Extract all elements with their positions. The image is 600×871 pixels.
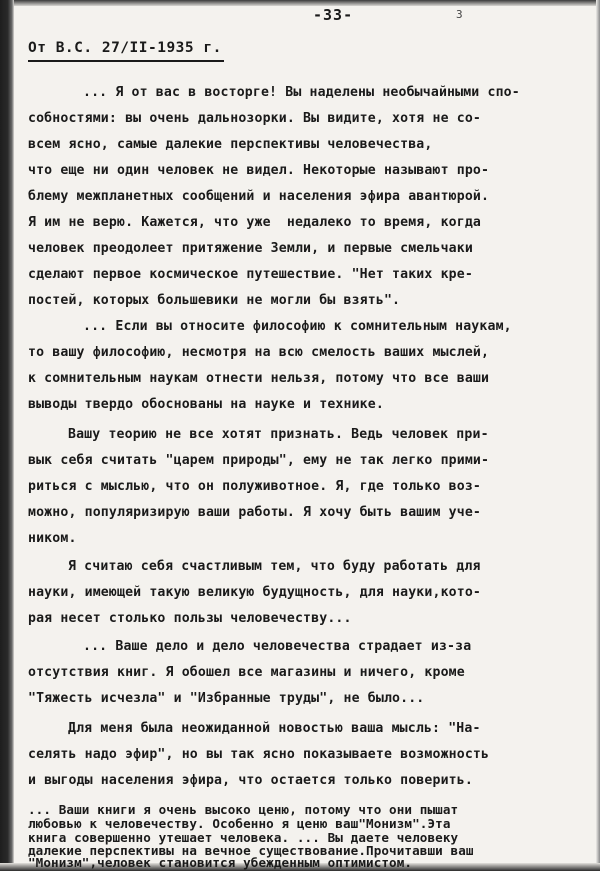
text-line: собностями: вы очень дальнозорки. Вы видите, хотя не со-: [28, 111, 482, 126]
text-line: человек преодолеет притяжение Земли, и первые смельчаки: [28, 241, 473, 256]
text-line: Вашу теорию не все хотят признать. Ведь человек при-: [68, 427, 489, 442]
text-line: вык себя считать "царем природы", ему не так легко прими-: [28, 453, 490, 468]
text-line: науки, имеющей такую великую будущность, для науки,кото-: [28, 585, 482, 600]
letter-header: От В.С. 27/II-1935 г.: [28, 40, 222, 56]
text-line: "Тяжесть исчезла" и "Избранные труды", не было...: [28, 691, 425, 706]
text-line: к сомнительным наукам отнести нельзя, потому что все ваши: [28, 371, 490, 386]
text-line: и выгоды населения эфира, что остается только поверить.: [28, 773, 473, 788]
text-line: ... Если вы относите философию к сомнительным наукам,: [83, 319, 512, 334]
text-line: любовью к человечеству. Особенно я ценю ваш"Монизм".Эта: [28, 816, 451, 831]
scan-edge-left: [0, 0, 14, 871]
text-line: ником.: [28, 531, 77, 546]
header-underline: [28, 60, 224, 62]
text-line: что еще ни один человек не видел. Некоторые называют про-: [28, 163, 490, 178]
text-line: ... Я от вас в восторге! Вы наделены необычайными спо-: [83, 85, 520, 100]
text-line: ... Ваше дело и дело человечества страдает из-за: [83, 639, 472, 654]
text-line: можно, популяризирую ваши работы. Я хочу быть вашим уче-: [28, 505, 482, 520]
text-line: всем ясно, самые далекие перспективы человечества,: [28, 137, 433, 152]
text-line: Я им не верю. Кажется, что уже недалеко то время, когда: [28, 215, 482, 230]
text-line: далекие перспективы на вечное существование.Прочитавши ваш: [28, 843, 474, 858]
scan-edge-top: [0, 0, 600, 6]
text-line: ... Ваши книги я очень высоко ценю, потому что они пышат: [28, 802, 459, 817]
text-line: то вашу философию, несмотря на всю смелость ваших мыслей,: [28, 345, 490, 360]
text-line: блему межпланетных сообщений и населения эфира авантюрой.: [28, 189, 490, 204]
text-line: Для меня была неожиданной новостью ваша мысль: "На-: [68, 721, 481, 736]
text-line: выводы твердо обоснованы на науке и технике.: [28, 397, 384, 412]
text-line: постей, которых большевики не могли бы взять".: [28, 293, 401, 308]
text-line: "Монизм",человек становится убежденным оптимистом.: [28, 855, 413, 870]
text-line: риться с мыслью, что он полуживотное. Я, где только воз-: [28, 479, 482, 494]
text-line: селять надо эфир", но вы так ясно показываете возможность: [28, 747, 490, 762]
text-line: рая несет столько пользы человечеству...: [28, 611, 352, 626]
page-number: -33-: [313, 6, 354, 24]
text-line: сделают первое космическое путешествие. "Нет таких кре-: [28, 267, 473, 282]
scan-edge-right: [596, 0, 600, 871]
text-line: отсутствия книг. Я обошел все магазины и ничего, кроме: [28, 665, 465, 680]
text-line: Я считаю себя счастливым тем, что буду работать для: [68, 559, 481, 574]
page-mark: 3: [456, 8, 463, 21]
text-line: книга совершенно утешает человека. ... Вы даете человеку: [28, 830, 459, 845]
